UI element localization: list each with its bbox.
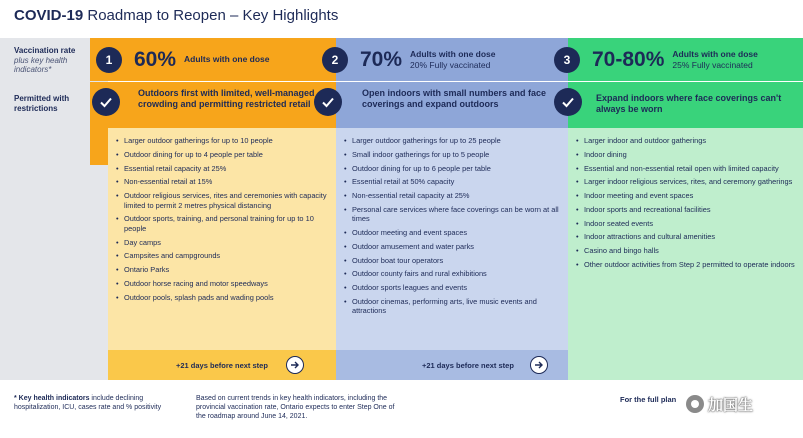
- vaccination-rate-note: plus key health indicators*: [14, 55, 68, 75]
- activity-item: • Outdoor religious services, rites and ceremonies with capacity limited to permit 2 metres physical distancing: [116, 191, 336, 210]
- activity-item: • Campsites and campgrounds: [116, 251, 336, 260]
- key-indicators-note: [14, 394, 189, 412]
- step-1-number: 1: [96, 47, 122, 73]
- activity-item: • Day camps: [116, 238, 336, 247]
- step-1-rate-desc: [184, 54, 269, 64]
- step-2-percent: 70%: [360, 47, 403, 71]
- step-3-rate-line1: Adults with one dose: [672, 49, 758, 60]
- check-icon: [554, 88, 582, 116]
- check-icon: [314, 88, 342, 116]
- step-1-rate-line1: Adults with one dose: [184, 54, 270, 65]
- activity-item: • Outdoor horse racing and motor speedways: [116, 279, 336, 288]
- activity-item: • Small indoor gatherings for up to 5 people: [344, 150, 568, 159]
- watermark: [682, 392, 757, 416]
- activity-item: • Larger indoor religious services, rites, and ceremony gatherings: [576, 177, 803, 186]
- activity-item: • Outdoor dining for up to 4 people per table: [116, 150, 336, 159]
- step-2-column: [331, 38, 568, 380]
- title-rest: Roadmap to Reopen – Key Highlights: [87, 7, 339, 24]
- trends-note: Based on current trends in key health indicators, including the provincial vaccination rate, Ontario expects to enter Step One of the roadmap around June 14, 2021.: [196, 395, 395, 421]
- activity-item: • Ontario Parks: [116, 265, 336, 274]
- key-indicators-term: Key health indicators: [18, 395, 90, 402]
- step-2-activity-list: [344, 136, 568, 316]
- activity-item: • Larger indoor and outdoor gatherings: [576, 136, 803, 145]
- page-title: [14, 7, 803, 24]
- vaccination-rate-title: Vaccination rate: [14, 46, 76, 55]
- step-1-permitted-text: Outdoors first with limited, well-managed crowding and permitting restricted retail: [138, 88, 315, 110]
- step-2-rate-line1: Adults with one dose: [410, 49, 496, 60]
- key-indicators-bold: * Key health indicators: [14, 395, 90, 402]
- permitted-title: Permitted with restrictions: [14, 94, 70, 113]
- activity-item: • Larger outdoor gatherings for up to 10 people: [116, 136, 336, 145]
- full-plan-link[interactable]: For the full plan: [620, 395, 677, 404]
- step-2-footer: [336, 350, 568, 380]
- activity-item: • Outdoor amusement and water parks: [344, 242, 568, 251]
- activity-item: • Essential and non-essential retail open with limited capacity: [576, 164, 803, 173]
- step-2-rate-desc: [410, 49, 495, 69]
- step-3-rate-line2: 25% Fully vaccinated: [672, 59, 753, 70]
- activity-item: • Outdoor sports, training, and personal training for up to 10 people: [116, 214, 336, 233]
- check-icon: [92, 88, 120, 116]
- step-1-rate: [90, 38, 336, 81]
- step-3-number: 3: [554, 47, 580, 73]
- step-1-percent: 60%: [134, 47, 177, 71]
- step-2-rate: [331, 38, 568, 81]
- wechat-icon: [686, 395, 704, 413]
- activity-item: • Outdoor sports leagues and events: [344, 283, 568, 292]
- arrow-right-icon[interactable]: [286, 356, 304, 374]
- activity-item: • Non-essential retail capacity at 25%: [344, 191, 568, 200]
- title-bold: COVID-19: [14, 7, 84, 24]
- step-2-number: 2: [322, 47, 348, 73]
- activity-item: • Essential retail capacity at 25%: [116, 164, 336, 173]
- activity-item: • Larger outdoor gatherings for up to 25 people: [344, 136, 568, 145]
- step-3-permitted-text: Expand indoors where face coverings can't always be worn: [596, 93, 782, 115]
- activity-item: • Outdoor dining for up to 6 people per table: [344, 164, 568, 173]
- step-2-permitted-text: Open indoors with small numbers and face coverings and expand outdoors: [362, 88, 547, 110]
- activity-item: • Outdoor cinemas, performing arts, live music events and attractions: [344, 297, 568, 316]
- step-1-activity-list: [116, 136, 336, 302]
- activity-item: • Indoor seated events: [576, 219, 803, 228]
- step-3-percent: 70-80%: [592, 47, 665, 71]
- vaccination-rate-label: [14, 46, 84, 75]
- footnotes: [0, 390, 803, 438]
- activity-item: • Indoor sports and recreational facilities: [576, 205, 803, 214]
- activity-item: • Personal care services where face coverings can be worn at all times: [344, 205, 568, 224]
- activity-item: • Outdoor boat tour operators: [344, 256, 568, 265]
- arrow-right-icon[interactable]: [530, 356, 548, 374]
- watermark-text: 加国生: [708, 396, 754, 414]
- step-1-column: [90, 38, 336, 380]
- step-3-column: [563, 38, 803, 380]
- step-1-footer: [108, 350, 336, 380]
- step-3-rate-desc: [672, 49, 757, 69]
- activity-item: • Outdoor meeting and event spaces: [344, 228, 568, 237]
- step-1-activities: [108, 128, 336, 350]
- step-2-footer-text: +21 days before next step: [422, 360, 514, 370]
- key-indicators-desc: include declining hospitalization, ICU, cases rate and % positivity: [14, 395, 162, 412]
- step-3-rate: [563, 38, 803, 81]
- activity-item: • Indoor dining: [576, 150, 803, 159]
- activity-item: • Indoor attractions and cultural amenities: [576, 232, 803, 241]
- activity-item: • Outdoor county fairs and rural exhibitions: [344, 269, 568, 278]
- step-2-rate-line2: 20% Fully vaccinated: [410, 59, 491, 70]
- step-3-activity-list: [576, 136, 803, 269]
- permitted-label: [14, 94, 86, 113]
- activity-item: • Outdoor pools, splash pads and wading pools: [116, 293, 336, 302]
- activity-item: • Essential retail at 50% capacity: [344, 177, 568, 186]
- header: [0, 0, 803, 30]
- step-1-footer-text: +21 days before next step: [176, 360, 268, 370]
- activity-item: • Indoor meeting and event spaces: [576, 191, 803, 200]
- step-3-activities: [568, 128, 803, 380]
- step-2-activities: [336, 128, 568, 350]
- activity-item: • Casino and bingo halls: [576, 246, 803, 255]
- activity-item: • Other outdoor activities from Step 2 permitted to operate indoors: [576, 260, 803, 269]
- activity-item: • Non-essential retail at 15%: [116, 177, 336, 186]
